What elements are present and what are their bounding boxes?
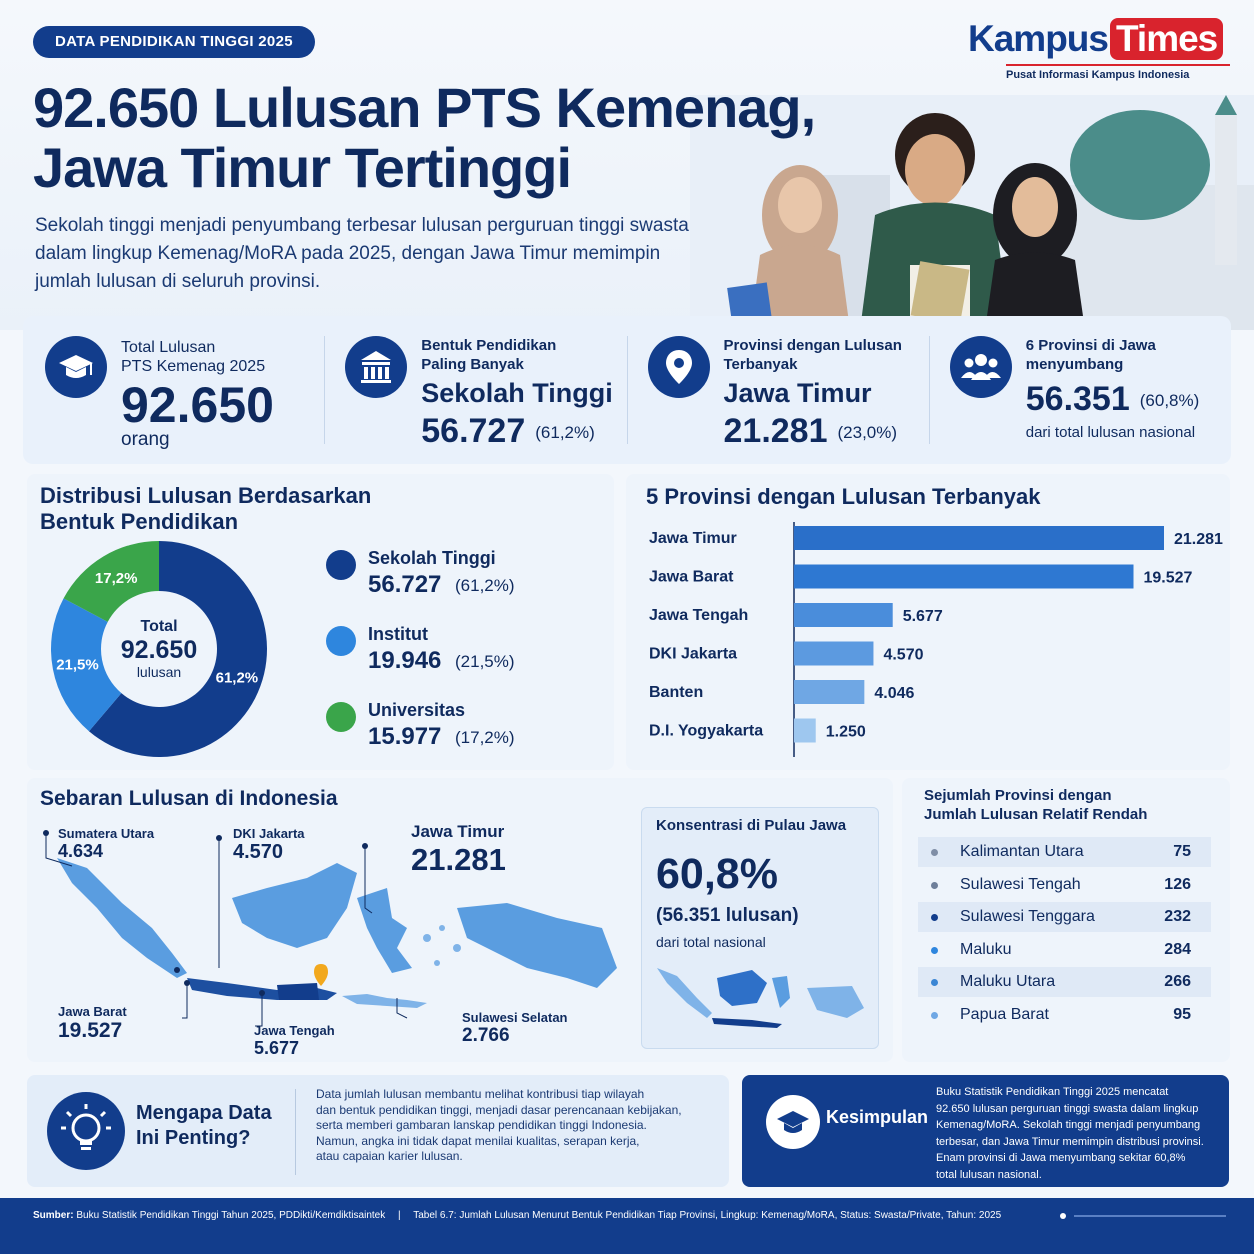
legend-swatch xyxy=(326,702,356,732)
donut-center-value: 92.650 xyxy=(120,636,198,664)
donut-pct-label: 17,2% xyxy=(94,569,138,587)
map-nusa-tenggara xyxy=(342,994,427,1008)
map-label-jatim-name: Jawa Timur xyxy=(411,822,505,841)
low-province-value: 75 xyxy=(1173,843,1191,860)
map-label-sumatera-utara xyxy=(58,826,154,862)
java-box-count: (56.351 lulusan) xyxy=(656,905,799,926)
map-label-dki-jakarta xyxy=(233,826,305,864)
why-body-4: Namun, angka ini tidak dapat menilai kualitas, serapan kerja, xyxy=(316,1133,640,1148)
low-title xyxy=(924,786,1147,824)
bar-value-label: 19.527 xyxy=(1143,569,1193,587)
low-province-value: 266 xyxy=(1164,973,1191,990)
why-title-1: Mengapa Data xyxy=(136,1102,272,1124)
bar-category-label: Jawa Tengah xyxy=(649,607,749,624)
bullet-dot xyxy=(931,1012,938,1019)
bar-category-label: Banten xyxy=(649,684,704,701)
stat-total-unit: orang xyxy=(121,429,170,450)
bar-value-label: 21.281 xyxy=(1174,531,1223,548)
stat-jawa-value: 56.351 xyxy=(1025,380,1130,418)
map-label-jawa-tengah xyxy=(254,1023,335,1059)
donut-title-2: Bentuk Pendidikan xyxy=(40,509,239,534)
low-title-1: Sejumlah Provinsi dengan xyxy=(924,787,1112,804)
stat-total xyxy=(23,336,325,450)
title-line-1: 92.650 Lulusan PTS Kemenag, xyxy=(33,76,816,139)
map-papua xyxy=(457,903,617,988)
map-label-dki-name: DKI Jakarta xyxy=(233,826,305,841)
stat-provinsi-name: Jawa Timur xyxy=(723,378,872,408)
institution-building-icon xyxy=(345,336,407,398)
low-province-row xyxy=(918,870,1211,900)
conclusion-title: Kesimpulan xyxy=(826,1107,929,1127)
map-sumatra xyxy=(57,858,187,978)
stat-jawa-label-1: 6 Provinsi di Jawa xyxy=(1025,337,1156,354)
bar-chart xyxy=(626,514,1230,764)
legend-value: 56.727 xyxy=(368,571,442,598)
bar-category-label: D.I. Yogyakarta xyxy=(649,722,764,740)
stats-bar xyxy=(23,316,1231,464)
donut-title xyxy=(40,483,371,535)
legend-label: Sekolah Tinggi xyxy=(368,548,496,568)
stat-total-label-2: PTS Kemenag 2025 xyxy=(121,358,266,375)
map-label-sulawesi-selatan xyxy=(462,1010,568,1047)
bullet-dot xyxy=(931,849,938,856)
why-body-1: Data jumlah lulusan membantu melihat kontribusi tiap wilayah xyxy=(316,1087,645,1101)
bar-d-i-yogyakarta xyxy=(794,719,816,743)
conclusion-body xyxy=(936,1084,1204,1183)
bar-category-label: Jawa Barat xyxy=(649,568,734,586)
conclusion-body-1: Buku Statistik Pendidikan Tinggi 2025 mencatat xyxy=(936,1086,1169,1098)
bar-category-label: Jawa Timur xyxy=(649,530,737,547)
low-province-name: Sulawesi Tengah xyxy=(960,875,1081,893)
bar-title: 5 Provinsi dengan Lulusan Terbanyak xyxy=(646,484,1041,509)
map-label-sumut-name: Sumatera Utara xyxy=(58,826,155,841)
bullet-dot xyxy=(931,882,938,889)
low-province-row xyxy=(918,1000,1211,1030)
low-province-row xyxy=(918,837,1211,867)
stat-jawa-pct: (60,8%) xyxy=(1139,391,1200,410)
why-body xyxy=(316,1087,682,1165)
why-title-2: Ini Penting? xyxy=(136,1127,251,1149)
low-province-name: Maluku Utara xyxy=(960,973,1056,990)
title-line-2: Jawa Timur Tertinggi xyxy=(33,136,572,199)
stat-jawa-label-2: menyumbang xyxy=(1025,356,1124,373)
legend-label: Universitas xyxy=(368,700,466,720)
low-province-name: Papua Barat xyxy=(960,1005,1049,1023)
legend-pct: (21,5%) xyxy=(455,652,515,671)
lead-paragraph: Sekolah tinggi menjadi penyumbang terbesar lulusan perguruan tinggi swasta dalam lingkup Kemenag/MoRA pada 2025, dengan Jawa Timur memimpin jumlah lulusan di seluruh provinsi. xyxy=(35,215,689,292)
footer-dot xyxy=(1060,1213,1066,1219)
why-title xyxy=(136,1101,272,1151)
low-province-value: 95 xyxy=(1173,1005,1191,1023)
java-box-sub: dari total nasional xyxy=(656,934,766,950)
category-tag: DATA PENDIDIKAN TINGGI 2025 xyxy=(33,26,315,58)
map-title: Sebaran Lulusan di Indonesia xyxy=(40,787,338,810)
legend-swatch xyxy=(326,550,356,580)
stat-bentuk-label-1: Bentuk Pendidikan xyxy=(421,337,557,354)
conclusion-panel xyxy=(742,1075,1229,1187)
stat-total-label-1: Total Lulusan xyxy=(121,339,216,356)
footer-table-text: Tabel 6.7: Jumlah Lulusan Menurut Bentuk Pendidikan Tiap Provinsi, Lingkup: Kemenag/MoRA, Status: Swasta/Private, Tahun: 2025 xyxy=(413,1210,1002,1221)
conclusion-body-6: total lulusan nasional. xyxy=(936,1168,1042,1181)
footer-line xyxy=(1074,1215,1226,1217)
map-label-jateng-name: Jawa Tengah xyxy=(254,1023,335,1038)
map-label-sumut-value: 4.634 xyxy=(58,841,104,861)
map-panel xyxy=(27,778,893,1062)
java-box-pct: 60,8% xyxy=(656,850,778,898)
legend-label: Institut xyxy=(368,624,428,644)
graduation-cap-icon xyxy=(766,1095,820,1149)
legend-pct: (61,2%) xyxy=(455,576,515,595)
logo-times: Times xyxy=(1110,18,1223,60)
footer-source-text: Buku Statistik Pendidikan Tinggi Tahun 2025, PDDikti/Kemdiktisaintek xyxy=(76,1210,386,1221)
kampustimes-logo xyxy=(968,18,1230,88)
stat-provinsi xyxy=(628,336,930,450)
stat-provinsi-label-2: Terbanyak xyxy=(723,356,798,373)
bar-jawa-barat xyxy=(794,565,1134,589)
bar-dki-jakarta xyxy=(794,642,873,666)
bullet-dot xyxy=(931,947,938,954)
map-label-jatim-value: 21.281 xyxy=(411,842,506,877)
why-body-2: dan bentuk pendidikan tinggi, menjadi dasar perencanaan kebijakan, xyxy=(316,1102,682,1117)
map-label-jawa-barat xyxy=(58,1004,127,1043)
page-title xyxy=(33,78,833,198)
why-panel xyxy=(27,1075,729,1187)
low-province-row xyxy=(918,935,1211,965)
donut-center xyxy=(39,534,279,764)
donut-pct-label: 21,5% xyxy=(56,656,99,674)
low-province-name: Maluku xyxy=(960,940,1012,958)
map-kalimantan xyxy=(232,863,357,948)
location-pin-icon xyxy=(648,336,710,398)
bar-jawa-timur xyxy=(794,526,1164,550)
stat-total-value: 92.650 xyxy=(121,377,274,433)
donut-center-unit: lulusan xyxy=(136,664,182,680)
conclusion-body-3: Kemenag/MoRA. Sekolah tinggi menjadi penyumbang xyxy=(936,1119,1201,1131)
stat-provinsi-pct: (23,0%) xyxy=(837,423,898,442)
bar-value-label: 4.570 xyxy=(883,646,924,664)
donut-pct-label: 61,2% xyxy=(215,669,259,687)
low-province-value: 284 xyxy=(1164,940,1191,958)
donut-title-1: Distribusi Lulusan Berdasarkan xyxy=(40,483,372,508)
java-box-title: Konsentrasi di Pulau Jawa xyxy=(656,817,847,834)
low-province-value: 232 xyxy=(1164,908,1191,925)
map-highlight-pin xyxy=(314,964,328,986)
low-province-value: 126 xyxy=(1164,875,1191,893)
bar-panel xyxy=(626,474,1230,770)
why-body-3: serta memberi gambaran lanskap pendidikan tinggi Indonesia. xyxy=(316,1118,647,1132)
stat-bentuk xyxy=(325,336,627,450)
low-province-name: Sulawesi Tenggara xyxy=(960,908,1095,925)
footer-source: Sumber: Buku Statistik Pendidikan Tinggi Tahun 2025, PDDikti/Kemdiktisaintek | Tabel 6.7: Jumlah Lulusan Menurut Bentuk Pendidikan Tiap Provinsi, Lingkup: Kemenag/MoRA, Status: Swasta/Private, Tahun: 2025 xyxy=(0,1198,1254,1254)
stat-bentuk-pct: (61,2%) xyxy=(535,423,595,442)
lightbulb-icon xyxy=(47,1092,125,1170)
donut-panel xyxy=(27,474,614,770)
hero-section xyxy=(0,0,1254,330)
map-label-jabar-name: Jawa Barat xyxy=(58,1004,127,1019)
stat-provinsi-label-1: Provinsi dengan Lulusan xyxy=(723,337,902,354)
logo-tagline: Pusat Informasi Kampus Indonesia xyxy=(1006,64,1230,81)
footer-source-label: Sumber: xyxy=(33,1210,74,1221)
people-group-icon xyxy=(950,336,1012,398)
map-label-jateng-value: 5.677 xyxy=(254,1038,300,1058)
stat-jawa-sub: dari total lulusan nasional xyxy=(1025,424,1196,441)
stat-bentuk-label-2: Paling Banyak xyxy=(421,356,524,373)
conclusion-body-4: terbesar, dan Jawa Timur memimpin distribusi provinsi. xyxy=(936,1135,1204,1148)
stat-bentuk-name: Sekolah Tinggi xyxy=(421,378,613,408)
legend-value: 19.946 xyxy=(368,647,442,674)
bullet-dot xyxy=(931,914,938,921)
conclusion-body-2: 92.650 lulusan perguruan tinggi swasta dalam lingkup xyxy=(936,1102,1199,1115)
bar-banten xyxy=(794,680,864,704)
low-province-name: Kalimantan Utara xyxy=(960,843,1084,860)
map-label-jabar-value: 19.527 xyxy=(58,1019,123,1042)
low-province-row xyxy=(918,902,1211,932)
legend-pct: (17,2%) xyxy=(455,728,515,747)
logo-kampus: Kampus xyxy=(968,18,1108,59)
map-label-sulsel-value: 2.766 xyxy=(462,1025,510,1046)
bar-category-label: DKI Jakarta xyxy=(649,645,738,663)
stat-provinsi-value: 21.281 xyxy=(723,412,828,450)
donut-center-label: Total xyxy=(140,618,178,635)
bar-value-label: 4.046 xyxy=(874,685,915,702)
low-province-row xyxy=(918,967,1211,997)
legend-swatch xyxy=(326,626,356,656)
graduation-cap-icon xyxy=(45,336,107,398)
map-label-sulsel-name: Sulawesi Selatan xyxy=(462,1010,568,1025)
map-jawa-timur xyxy=(277,983,319,1000)
java-mini-map xyxy=(652,958,872,1038)
bar-value-label: 5.677 xyxy=(902,608,943,625)
bar-jawa-tengah xyxy=(794,603,893,627)
why-body-5: atau capaian karier lulusan. xyxy=(316,1149,463,1163)
stat-bentuk-value: 56.727 xyxy=(421,412,526,450)
bullet-dot xyxy=(931,979,938,986)
java-concentration-box xyxy=(641,807,879,1049)
map-label-jawa-timur xyxy=(411,822,506,878)
stat-jawa xyxy=(930,336,1231,444)
bar-value-label: 1.250 xyxy=(825,723,866,741)
low-title-2: Jumlah Lulusan Relatif Rendah xyxy=(924,806,1148,823)
map-label-dki-value: 4.570 xyxy=(233,841,284,863)
conclusion-body-5: Enam provinsi di Jawa menyumbang sekitar 60,8% xyxy=(936,1152,1186,1164)
legend-value: 15.977 xyxy=(368,723,442,750)
